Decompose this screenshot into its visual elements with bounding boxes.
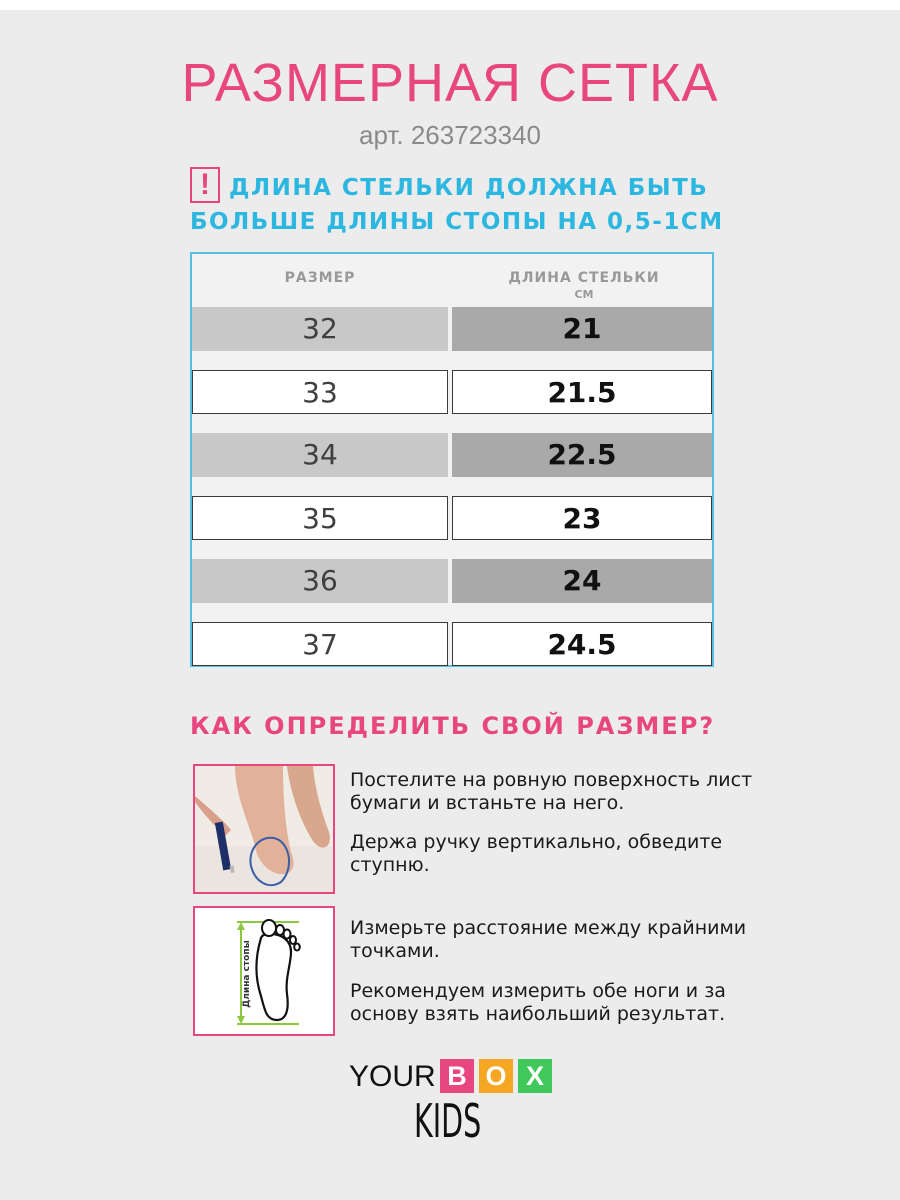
table-row xyxy=(192,433,712,477)
warning-text-line-2: БОЛЬШЕ ДЛИНЫ СТОПЫ НА 0,5-1СМ xyxy=(190,209,724,235)
logo-word-kids: KIDS xyxy=(414,1094,482,1148)
column-header-size: РАЗМЕР xyxy=(284,270,356,286)
table-row xyxy=(192,370,712,414)
table-row xyxy=(192,622,712,666)
column-header-length-unit: СМ xyxy=(574,288,594,301)
length-cell: 22.5 xyxy=(452,433,712,477)
column-header-length: ДЛИНА СТЕЛЬКИ xyxy=(508,270,660,286)
article-number: арт. 263723340 xyxy=(359,120,541,150)
size-cell: 34 xyxy=(192,433,448,477)
length-cell: 24 xyxy=(452,559,712,603)
instruction-step-4: Рекомендуем измерить обе ноги и за основу взять наибольший результат. xyxy=(350,980,726,1025)
size-cell: 35 xyxy=(192,496,448,540)
foot-length-label: Длина стопы xyxy=(242,940,252,1008)
size-cell: 36 xyxy=(192,559,448,603)
logo-letter-b: B xyxy=(440,1059,474,1093)
logo-letter-o: O xyxy=(479,1059,513,1093)
instruction-step-3: Измерьте расстояние между крайними точками. xyxy=(350,917,747,962)
tracing-foot-photo xyxy=(193,764,335,894)
length-cell: 23 xyxy=(452,496,712,540)
instruction-step-1: Постелите на ровную поверхность лист бумаги и встаньте на него. xyxy=(350,769,753,814)
size-table xyxy=(190,252,714,667)
length-cell: 24.5 xyxy=(452,622,712,666)
table-row xyxy=(192,496,712,540)
size-cell: 33 xyxy=(192,370,448,414)
foot-length-diagram xyxy=(193,906,335,1036)
table-row xyxy=(192,307,712,351)
warning-text-line-1: ДЛИНА СТЕЛЬКИ ДОЛЖНА БЫТЬ xyxy=(229,175,709,201)
how-to-measure-title: КАК ОПРЕДЕЛИТЬ СВОЙ РАЗМЕР? xyxy=(190,712,716,740)
page-title: РАЗМЕРНАЯ СЕТКА xyxy=(181,53,719,113)
size-cell: 37 xyxy=(192,622,448,666)
logo-word-your: YOUR xyxy=(349,1060,436,1093)
instruction-step-2: Держа ручку вертикально, обведите ступню. xyxy=(350,831,723,876)
logo-letter-x: X xyxy=(518,1059,552,1093)
length-cell: 21.5 xyxy=(452,370,712,414)
length-cell: 21 xyxy=(452,307,712,351)
foot-outline-icon xyxy=(195,908,335,1036)
exclamation-icon: ! xyxy=(190,167,220,203)
size-cell: 32 xyxy=(192,307,448,351)
table-row xyxy=(192,559,712,603)
foot-tracing-illustration xyxy=(195,766,335,894)
